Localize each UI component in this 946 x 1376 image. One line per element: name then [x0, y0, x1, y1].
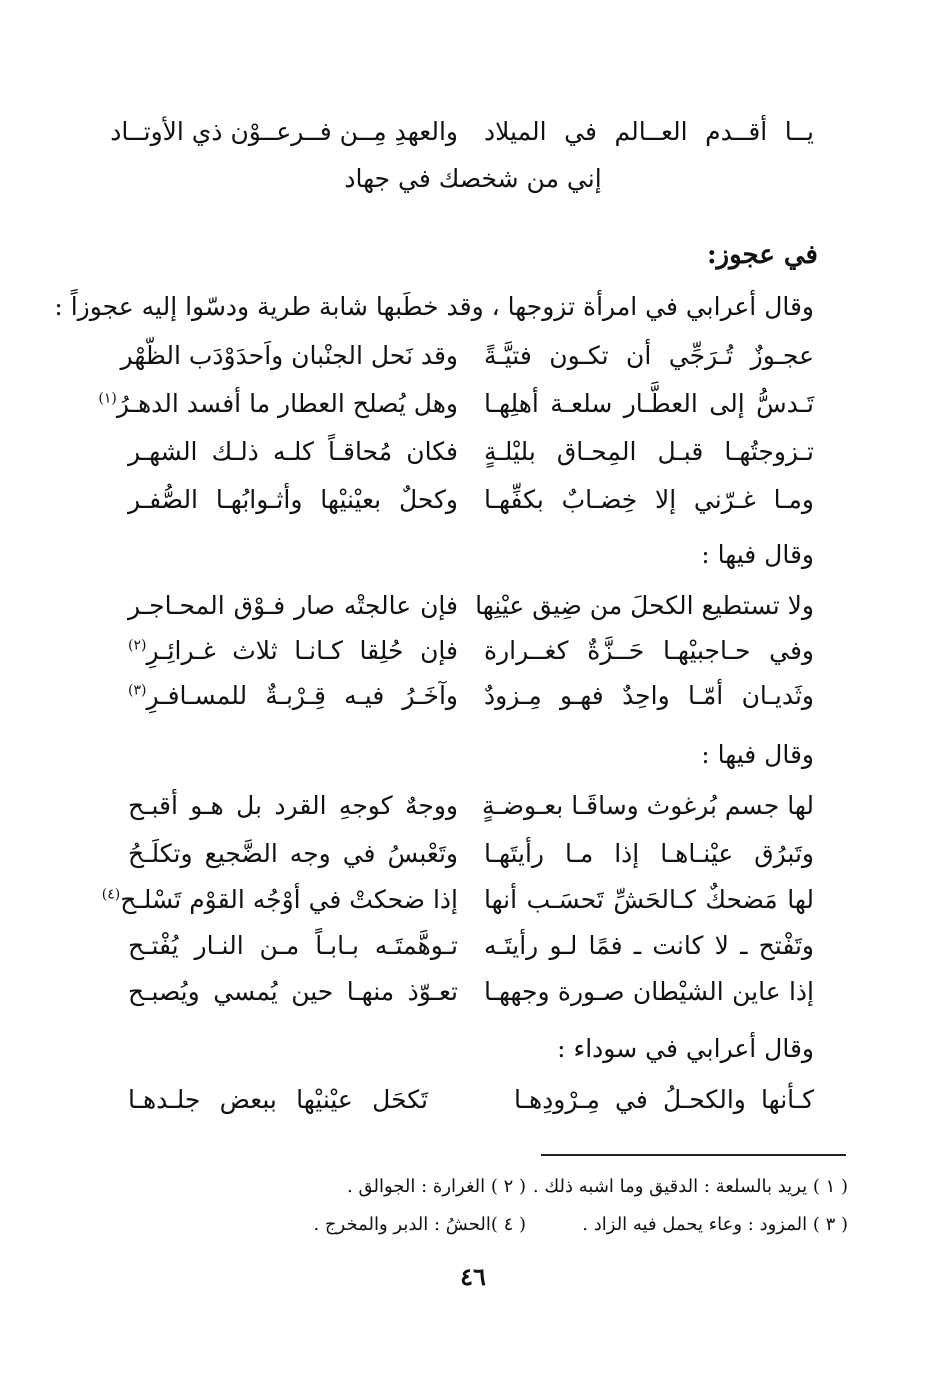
verse-first-hemistich: يــا أقــدم العــالم في الميلاد	[484, 117, 814, 146]
verse-first-hemistich: كـأنها والكحـلُ في مِـرْودِهـا	[514, 1085, 814, 1114]
verse-second-hemistich: والعهدِ مِــن فــرعــوْن ذي الأوتــاد	[110, 117, 458, 146]
verse-second-hemistich: تـوهَّمتَـه بـابـاً مـن النـار يُفْتـح	[128, 931, 458, 960]
footnote-marker: (٢)	[128, 637, 147, 654]
verse-second-hemistich: تَكحَل عيْنيْها ببعض جلـدهـا	[128, 1085, 428, 1114]
verse-top	[110, 108, 814, 156]
verse-second-hemistich	[98, 380, 458, 428]
verse-text: وآخَـرُ فيـه قِـرْبـةٌ للمسـافـرِ	[146, 681, 458, 710]
verse-first-hemistich: عجـوزٌ تُـرَجِّي أن تكـون فتيَّـةً	[484, 341, 814, 370]
verse-row	[128, 782, 814, 830]
centered-verse-line: إني من شخصك في جهاد	[344, 164, 602, 193]
verse-row	[128, 627, 814, 675]
section-intro: وقال أعرابي في امرأة تزوجها ، وقد خطَبها شابة طرية ودسّوا إليه عجوزاً :	[54, 292, 814, 321]
verse-second-hemistich	[128, 627, 458, 675]
footnote: ( ٤ )الحشُ : الدبر والمخرج .	[313, 1214, 526, 1235]
verse-row	[128, 582, 814, 630]
footnote-divider	[541, 1154, 846, 1156]
verse-row	[101, 876, 814, 924]
verse-row	[128, 428, 814, 476]
section-heading: في عجوز:	[706, 240, 818, 270]
verse-second-hemistich: تعـوّذ منهـا حين يُمسي ويُصبـح	[128, 977, 458, 1006]
verse-row	[128, 830, 814, 878]
verse-row	[128, 672, 814, 720]
verse-second-hemistich: وكحلٌ بعيْنيْها وأثـوابُهـا الصُّفـر	[128, 485, 458, 514]
verse-row	[128, 1076, 814, 1124]
verse-second-hemistich	[101, 876, 458, 924]
verse-second-hemistich: وتَعْبسُ في وجه الضَّجيع وتكلَـحُ	[128, 839, 458, 868]
footnote: ( ٢ ) الغرارة : الجوالق .	[347, 1176, 526, 1197]
page-number: ٤٦	[460, 1262, 486, 1291]
verse-second-hemistich	[128, 672, 458, 720]
verse-first-hemistich: تـزوجتُهـا قبـل المِحـاق بليْلـةٍ	[484, 437, 814, 466]
verse-first-hemistich: وفي حـاجبيْهـا حَــزَّةٌ كغــرارة	[484, 636, 814, 665]
section-label: وقال أعرابي في سوداء :	[557, 1034, 814, 1063]
verse-second-hemistich: ووجهٌ كوجهِ القرد بل هـو أقبـح	[128, 791, 458, 820]
verse-row	[120, 332, 814, 380]
verse-second-hemistich: فإن عالجتْه صار فـوْق المحـاجـر	[128, 591, 458, 620]
footnote: ( ٣ ) المزود : وعاء يحمل فيه الزاد .	[582, 1214, 848, 1235]
footnote-marker: (١)	[98, 390, 117, 407]
verse-first-hemistich: وتَبرُق عيْنـاهـا إذا مـا رأيتَهـا	[484, 839, 814, 868]
verse-first-hemistich: ولا تستطيع الكحلَ من ضِيق عيْنِها	[475, 591, 814, 620]
verse-first-hemistich: تَـدسُّ إلى العطَّـار سلعـة أهلِهـا	[484, 389, 814, 418]
verse-row	[128, 968, 814, 1016]
verse-first-hemistich: لها مَضحكٌ كـالحَشِّ تَحسَـب أنها	[484, 885, 814, 914]
verse-text: إذا ضحكتْ في أوْجُه القوْم تَسْلـح	[120, 885, 458, 914]
footnote: ( ١ ) يريد بالسلعة : الدقيق وما اشبه ذلك .	[532, 1176, 848, 1197]
verse-row	[128, 922, 814, 970]
verse-first-hemistich: وثَديـان أمّـا واحِدٌ فهـو مِـزودٌ	[484, 681, 814, 710]
verse-text: وهل يُصلح العطار ما أفسد الدهـرُ	[116, 389, 458, 418]
verse-first-hemistich: وتَفْتح ـ لا كانت ـ فمًا لـو رأيتَـه	[484, 931, 814, 960]
footnote-marker: (٣)	[128, 682, 147, 699]
verse-text: فإن حُلِقا كـانـا ثلاث غـرائِـرِ	[146, 636, 458, 665]
section-label: وقال فيها :	[701, 740, 814, 769]
verse-row	[128, 476, 814, 524]
verse-row	[98, 380, 814, 428]
verse-first-hemistich: لها جسم بُرغوث وساقَـا بعـوضـةٍ	[482, 791, 814, 820]
verse-first-hemistich: إذا عاين الشيْطان صـورة وجههـا	[484, 977, 814, 1006]
verse-second-hemistich: فكان مُحاقـاً كلـه ذلـك الشهـر	[128, 437, 458, 466]
section-label: وقال فيها :	[701, 540, 814, 569]
verse-second-hemistich: وقد نَحل الجنْبان واَحدَوْدَب الظّهْر	[120, 341, 458, 370]
verse-first-hemistich: ومـا غـرّني إلا خِضـابٌ بكفِّهـا	[484, 485, 814, 514]
footnote-marker: (٤)	[101, 886, 121, 903]
